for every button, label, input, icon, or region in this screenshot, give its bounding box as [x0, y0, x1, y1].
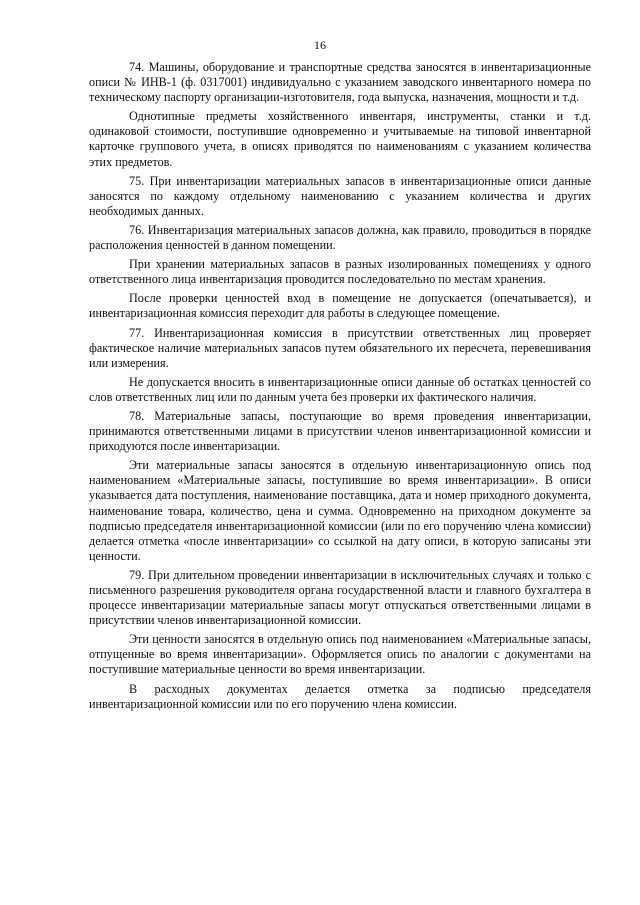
paragraph-76: 76. Инвентаризация материальных запасов должна, как правило, проводиться в порядке расположения ценностей в данном помещении. [89, 222, 591, 253]
paragraph-76-sealing: После проверки ценностей вход в помещение не допускается (опечатывается), и инвентаризационная комиссия переходит для работы в следующее помещение. [89, 291, 591, 321]
paragraph-74: 74. Машины, оборудование и транспортные средства заносятся в инвентаризационные описи № ИНВ-1 (ф. 0317001) индивидуально с указанием заводского инвентарного номера по техническому паспорту организации-изготовителя, года выпуска, назначения, мощности и т.д. [89, 60, 591, 105]
paragraph-75: 75. При инвентаризации материальных запасов в инвентаризационные описи данные заносятся по каждому отдельному наименованию с указанием количества и других необходимых данных. [89, 173, 591, 218]
paragraph-76-storage: При хранении материальных запасов в разных изолированных помещениях у одного ответственного лица инвентаризация проводится последовательно по местам хранения. [89, 257, 591, 287]
paragraph-78-note: Эти материальные запасы заносятся в отдельную инвентаризационную опись под наименованием «Материальные запасы, поступившие во время инвентаризации». В описи указывается дата поступления, наименование поставщика, дата и номер приходного документа, наименование товара, количество, цена и сумма. Одновременно на приходном документе за подписью председателя инвентаризационной комиссии (или по его поручению члена комиссии) делается отметка «после инвентаризации» со ссылкой на дату описи, в которую записаны эти ценности. [89, 458, 591, 563]
paragraph-77-note: Не допускается вносить в инвентаризационные описи данные об остатках ценностей со слов ответственных лиц или по данным учета без проверки их фактического наличия. [89, 374, 591, 404]
paragraph-78: 78. Материальные запасы, поступающие во время проведения инвентаризации, принимаются ответственными лицами в присутствии членов инвентаризационной комиссии и приходуются после инвентаризации. [89, 408, 591, 454]
paragraph-77: 77. Инвентаризационная комиссия в присутствии ответственных лиц проверяет фактическое наличие материальных запасов путем обязательного их пересчета, перевешивания или измерения. [89, 325, 591, 370]
paragraph-79-expense: В расходных документах делается отметка за подписью председателя инвентаризационной комиссии или по его поручению члена комиссии. [89, 681, 591, 711]
paragraph-79: 79. При длительном проведении инвентаризации в исключительных случаях и только с письменного разрешения руководителя органа государственной власти и главного бухгалтера в процессе инвентаризации материальные запасы могут отпускаться ответственными лицами в присутствии членов инвентаризационной комиссии. [89, 567, 591, 628]
paragraph-79-note: Эти ценности заносятся в отдельную опись под наименованием «Материальные запасы, отпущенные во время инвентаризации». Оформляется опись по аналогии с документами на поступившие материальные ценности во время инвентаризации. [89, 632, 591, 677]
document-body [89, 60, 591, 716]
paragraph-74-note: Однотипные предметы хозяйственного инвентаря, инструменты, станки и т.д. одинаковой стоимости, поступившие одновременно и учитываемые на типовой инвентарной карточке группового учета, в описях приводятся по наименованиям с указанием количества этих предметов. [89, 109, 591, 169]
page-number: 16 [314, 38, 326, 52]
